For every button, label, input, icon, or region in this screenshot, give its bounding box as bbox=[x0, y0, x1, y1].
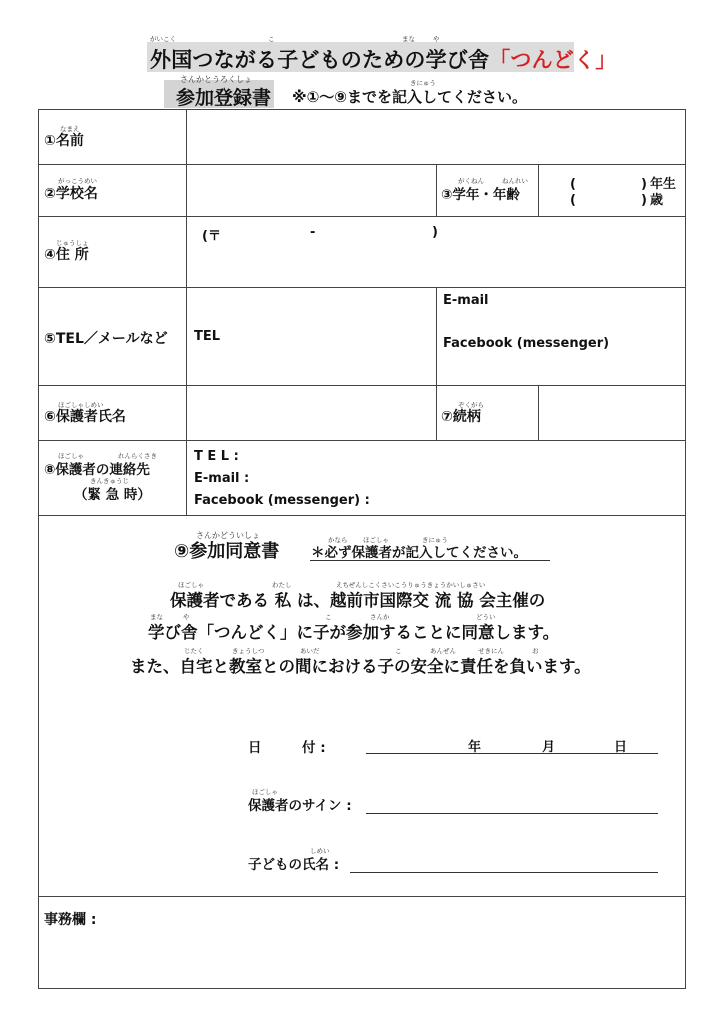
emergency-email: E-mail : bbox=[194, 471, 250, 486]
row-divider bbox=[38, 385, 686, 386]
line3-ruby-7: お bbox=[532, 647, 539, 655]
title-ruby-gaikoku: がいこく bbox=[150, 35, 176, 43]
date-month: 月 bbox=[542, 740, 556, 755]
line3-ruby-4: こ bbox=[395, 647, 402, 655]
col-divider bbox=[538, 385, 539, 440]
date-year: 年 bbox=[468, 740, 482, 755]
line2-ruby-4: さんか bbox=[370, 613, 390, 621]
postal-dash: - bbox=[310, 225, 316, 240]
grade-unit: 年生 bbox=[650, 177, 677, 192]
consent-line-1: 保護者である 私 は、越前市国際交 流 協 会主催の bbox=[170, 591, 546, 610]
consent-line-2: 学び舎「つんどく」に子が参加することに同意します。 bbox=[148, 623, 560, 642]
line2-ruby-2: や bbox=[183, 613, 190, 621]
facebook-field[interactable] bbox=[438, 354, 684, 384]
line2-ruby-3: こ bbox=[325, 613, 332, 621]
consent-title: ⑨参加同意書 bbox=[174, 541, 280, 562]
emergency-tel: T E L : bbox=[194, 449, 239, 464]
emergency-label: ⑧保護者の連絡先 bbox=[44, 462, 150, 478]
consent-note: ＊必ず保護者が記入してください。 bbox=[311, 545, 527, 561]
instruction-ruby: きにゅう bbox=[410, 79, 436, 87]
grade-age-field[interactable] bbox=[540, 166, 684, 215]
title-accent: 「つんどく」 bbox=[489, 48, 617, 72]
address-field[interactable] bbox=[188, 218, 684, 286]
line3-ruby-5: あんぜん bbox=[430, 647, 456, 655]
consent-line-3: また、自宅と教室との間における子の安全に責任を負います。 bbox=[130, 657, 591, 676]
guardian-ruby: ほごしゃしめい bbox=[58, 401, 104, 409]
consent-note-ruby-2: ほごしゃ bbox=[363, 536, 389, 544]
line1-ruby-3: えちぜんしこくさいこうりゅうきょうかいしゅさい bbox=[336, 581, 486, 589]
signature-ruby: ほごしゃ bbox=[252, 788, 278, 796]
child-name-ruby: しめい bbox=[310, 847, 330, 855]
signature-label: 保護者のサイン : bbox=[248, 798, 352, 814]
consent-note-ruby-1: かなら bbox=[328, 536, 348, 544]
title-ruby-ya: や bbox=[433, 35, 440, 43]
subtitle-ruby: さんかとうろくしょ bbox=[180, 75, 252, 84]
postal-close: ) bbox=[432, 225, 438, 240]
age-parens: ( ) bbox=[570, 193, 647, 208]
col-divider bbox=[436, 287, 437, 440]
relation-field[interactable] bbox=[540, 387, 684, 439]
col-divider bbox=[186, 109, 187, 515]
title-ruby-ko: こ bbox=[268, 35, 275, 43]
email-label: E-mail bbox=[443, 293, 489, 308]
grade-ruby: がくねん bbox=[458, 177, 484, 185]
address-ruby: じゅうしょ bbox=[56, 239, 89, 247]
emergency-ruby-kinkyu: きんきゅうじ bbox=[90, 477, 129, 485]
page-title bbox=[150, 44, 616, 74]
consent-title-ruby: さんかどういしょ bbox=[196, 531, 260, 540]
guardian-label: ⑥保護者氏名 bbox=[44, 409, 126, 425]
consent-note-underline bbox=[310, 560, 550, 561]
instruction-text: ※①～⑨までを記入してください。 bbox=[292, 88, 527, 106]
line3-ruby-2: きょうしつ bbox=[232, 647, 265, 655]
grade-parens: ( ) bbox=[570, 177, 647, 192]
postal-open: (〒 bbox=[202, 229, 221, 244]
title-ruby-mana: まな bbox=[402, 35, 415, 43]
line3-ruby-1: じたく bbox=[184, 647, 204, 655]
relation-ruby: ぞくがら bbox=[458, 401, 484, 409]
row-divider bbox=[38, 216, 686, 217]
emergency-ruby-guardian: ほごしゃ bbox=[58, 452, 84, 460]
line2-ruby-5: どうい bbox=[476, 613, 496, 621]
school-ruby: がっこうめい bbox=[58, 177, 97, 185]
contact-label: ⑤TEL／メールなど bbox=[44, 331, 168, 347]
signature-field[interactable] bbox=[366, 813, 658, 814]
date-label: 日 付 : bbox=[248, 740, 326, 756]
row-divider bbox=[38, 515, 686, 516]
emergency-facebook: Facebook (messenger) : bbox=[194, 493, 370, 508]
office-field bbox=[40, 930, 684, 986]
col-divider bbox=[538, 164, 539, 216]
facebook-label: Facebook (messenger) bbox=[443, 336, 610, 351]
age-unit: 歳 bbox=[650, 193, 664, 208]
subtitle: 参加登録書 bbox=[176, 87, 272, 109]
tel-field[interactable] bbox=[188, 289, 434, 384]
row-divider bbox=[38, 164, 686, 165]
relation-label: ⑦続柄 bbox=[441, 409, 481, 425]
address-label: ④住 所 bbox=[44, 247, 89, 263]
name-label: ①名前 bbox=[44, 133, 84, 149]
name-ruby: なまえ bbox=[60, 125, 80, 133]
age-ruby: ねんれい bbox=[502, 177, 528, 185]
row-divider bbox=[38, 287, 686, 288]
row-divider bbox=[38, 896, 686, 897]
consent-note-ruby-3: きにゅう bbox=[422, 536, 448, 544]
child-name-label: 子どもの氏名 : bbox=[248, 857, 340, 873]
date-field[interactable] bbox=[366, 753, 658, 754]
row-divider bbox=[38, 440, 686, 441]
emergency-field[interactable] bbox=[290, 444, 684, 512]
child-name-field[interactable] bbox=[350, 872, 658, 873]
school-field[interactable] bbox=[188, 166, 434, 215]
line3-ruby-3: あいだ bbox=[300, 647, 320, 655]
line1-ruby-1: ほごしゃ bbox=[178, 581, 204, 589]
name-field[interactable] bbox=[188, 111, 684, 163]
date-day: 日 bbox=[614, 740, 628, 755]
office-label: 事務欄 : bbox=[44, 912, 97, 928]
emergency-ruby-contact: れんらくさき bbox=[118, 452, 157, 460]
col-divider bbox=[436, 164, 437, 216]
line2-ruby-1: まな bbox=[150, 613, 163, 621]
tel-label: TEL bbox=[194, 329, 221, 344]
title-main: 外国つながる子どものための学び舎 bbox=[150, 48, 490, 72]
guardian-field[interactable] bbox=[188, 387, 434, 439]
emergency-label-2: （緊 急 時） bbox=[74, 487, 151, 503]
email-field[interactable] bbox=[438, 308, 684, 334]
line3-ruby-6: せきにん bbox=[478, 647, 504, 655]
school-label: ②学校名 bbox=[44, 186, 98, 202]
grade-age-label: ③学年・年齢 bbox=[441, 187, 520, 203]
line1-ruby-2: わたし bbox=[272, 581, 292, 589]
